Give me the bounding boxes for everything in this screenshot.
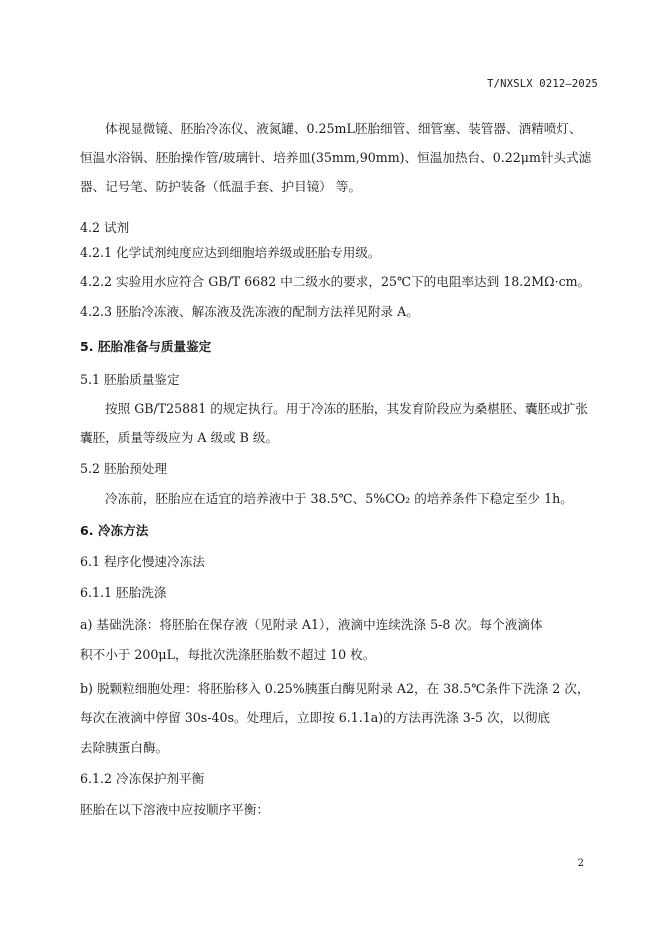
paragraph-line: 器、记号笔、防护装备（低温手套、护目镜） 等。 [80, 179, 362, 194]
section-heading: 4.2 试剂 [80, 220, 130, 235]
paragraph-line: 恒温水浴锅、胚胎操作管/玻璃针、培养皿(35mm,90mm)、恒温加热台、0.22μm针头式滤 [80, 150, 592, 165]
paragraph-line: 胚胎在以下溶液中应按顺序平衡： [80, 802, 269, 817]
section-heading: 6.1.2 冷冻保护剂平衡 [80, 771, 205, 786]
section-heading: 6.1.1 胚胎洗涤 [80, 585, 167, 600]
paragraph-line: 每次在液滴中停留 30s-40s。处理后，立即按 6.1.1a)的方法再洗涤 3-5 次，以彻底 [80, 710, 551, 725]
section-heading: 5.2 胚胎预处理 [80, 461, 168, 476]
paragraph-line: 4.2.1 化学试剂纯度应达到细胞培养级或胚胎专用级。 [80, 245, 381, 260]
section-heading: 5.1 胚胎质量鉴定 [80, 372, 180, 387]
paragraph-line: 体视显微镜、胚胎冷冻仪、液氮罐、0.25mL胚胎细管、细管塞、装管器、酒精喷灯、 [105, 121, 582, 136]
chapter-heading: 5. 胚胎准备与质量鉴定 [80, 339, 212, 354]
section-heading: 6.1 程序化慢速冷冻法 [80, 554, 205, 569]
paragraph-line: 囊胚，质量等级应为 A 级或 B 级。 [80, 430, 279, 445]
list-item: b) 脱颗粒细胞处理：将胚胎移入 0.25%胰蛋白酶见附录 A2，在 38.5℃条件下洗涤 2 次， [80, 681, 590, 696]
paragraph-line: 按照 GB/T25881 的规定执行。用于冷冻的胚胎，其发育阶段应为桑椹胚、囊胚或扩张 [105, 401, 589, 416]
document-code: T/NXSLX 0212—2025 [487, 78, 598, 90]
page-number: 2 [577, 858, 584, 869]
paragraph-line: 4.2.3 胚胎冷冻液、解冻液及洗冻液的配制方法祥见附录 A。 [80, 304, 419, 319]
paragraph-line: 去除胰蛋白酶。 [80, 740, 169, 755]
paragraph-line: 冷冻前，胚胎应在适宜的培养液中于 38.5℃、5%CO₂ 的培养条件下稳定至少 1h。 [105, 491, 573, 506]
paragraph-line: 4.2.2 实验用水应符合 GB/T 6682 中二级水的要求，25℃下的电阻率达到 18.2MΩ·cm。 [80, 274, 591, 289]
list-item: a) 基础洗涤：将胚胎在保存液（见附录 A1），液滴中连续洗涤 5-8 次。每个液滴体 [80, 617, 543, 632]
paragraph-line: 积不小于 200μL，每批次洗涤胚胎数不超过 10 枚。 [80, 647, 376, 662]
chapter-heading: 6. 冷冻方法 [80, 523, 149, 538]
